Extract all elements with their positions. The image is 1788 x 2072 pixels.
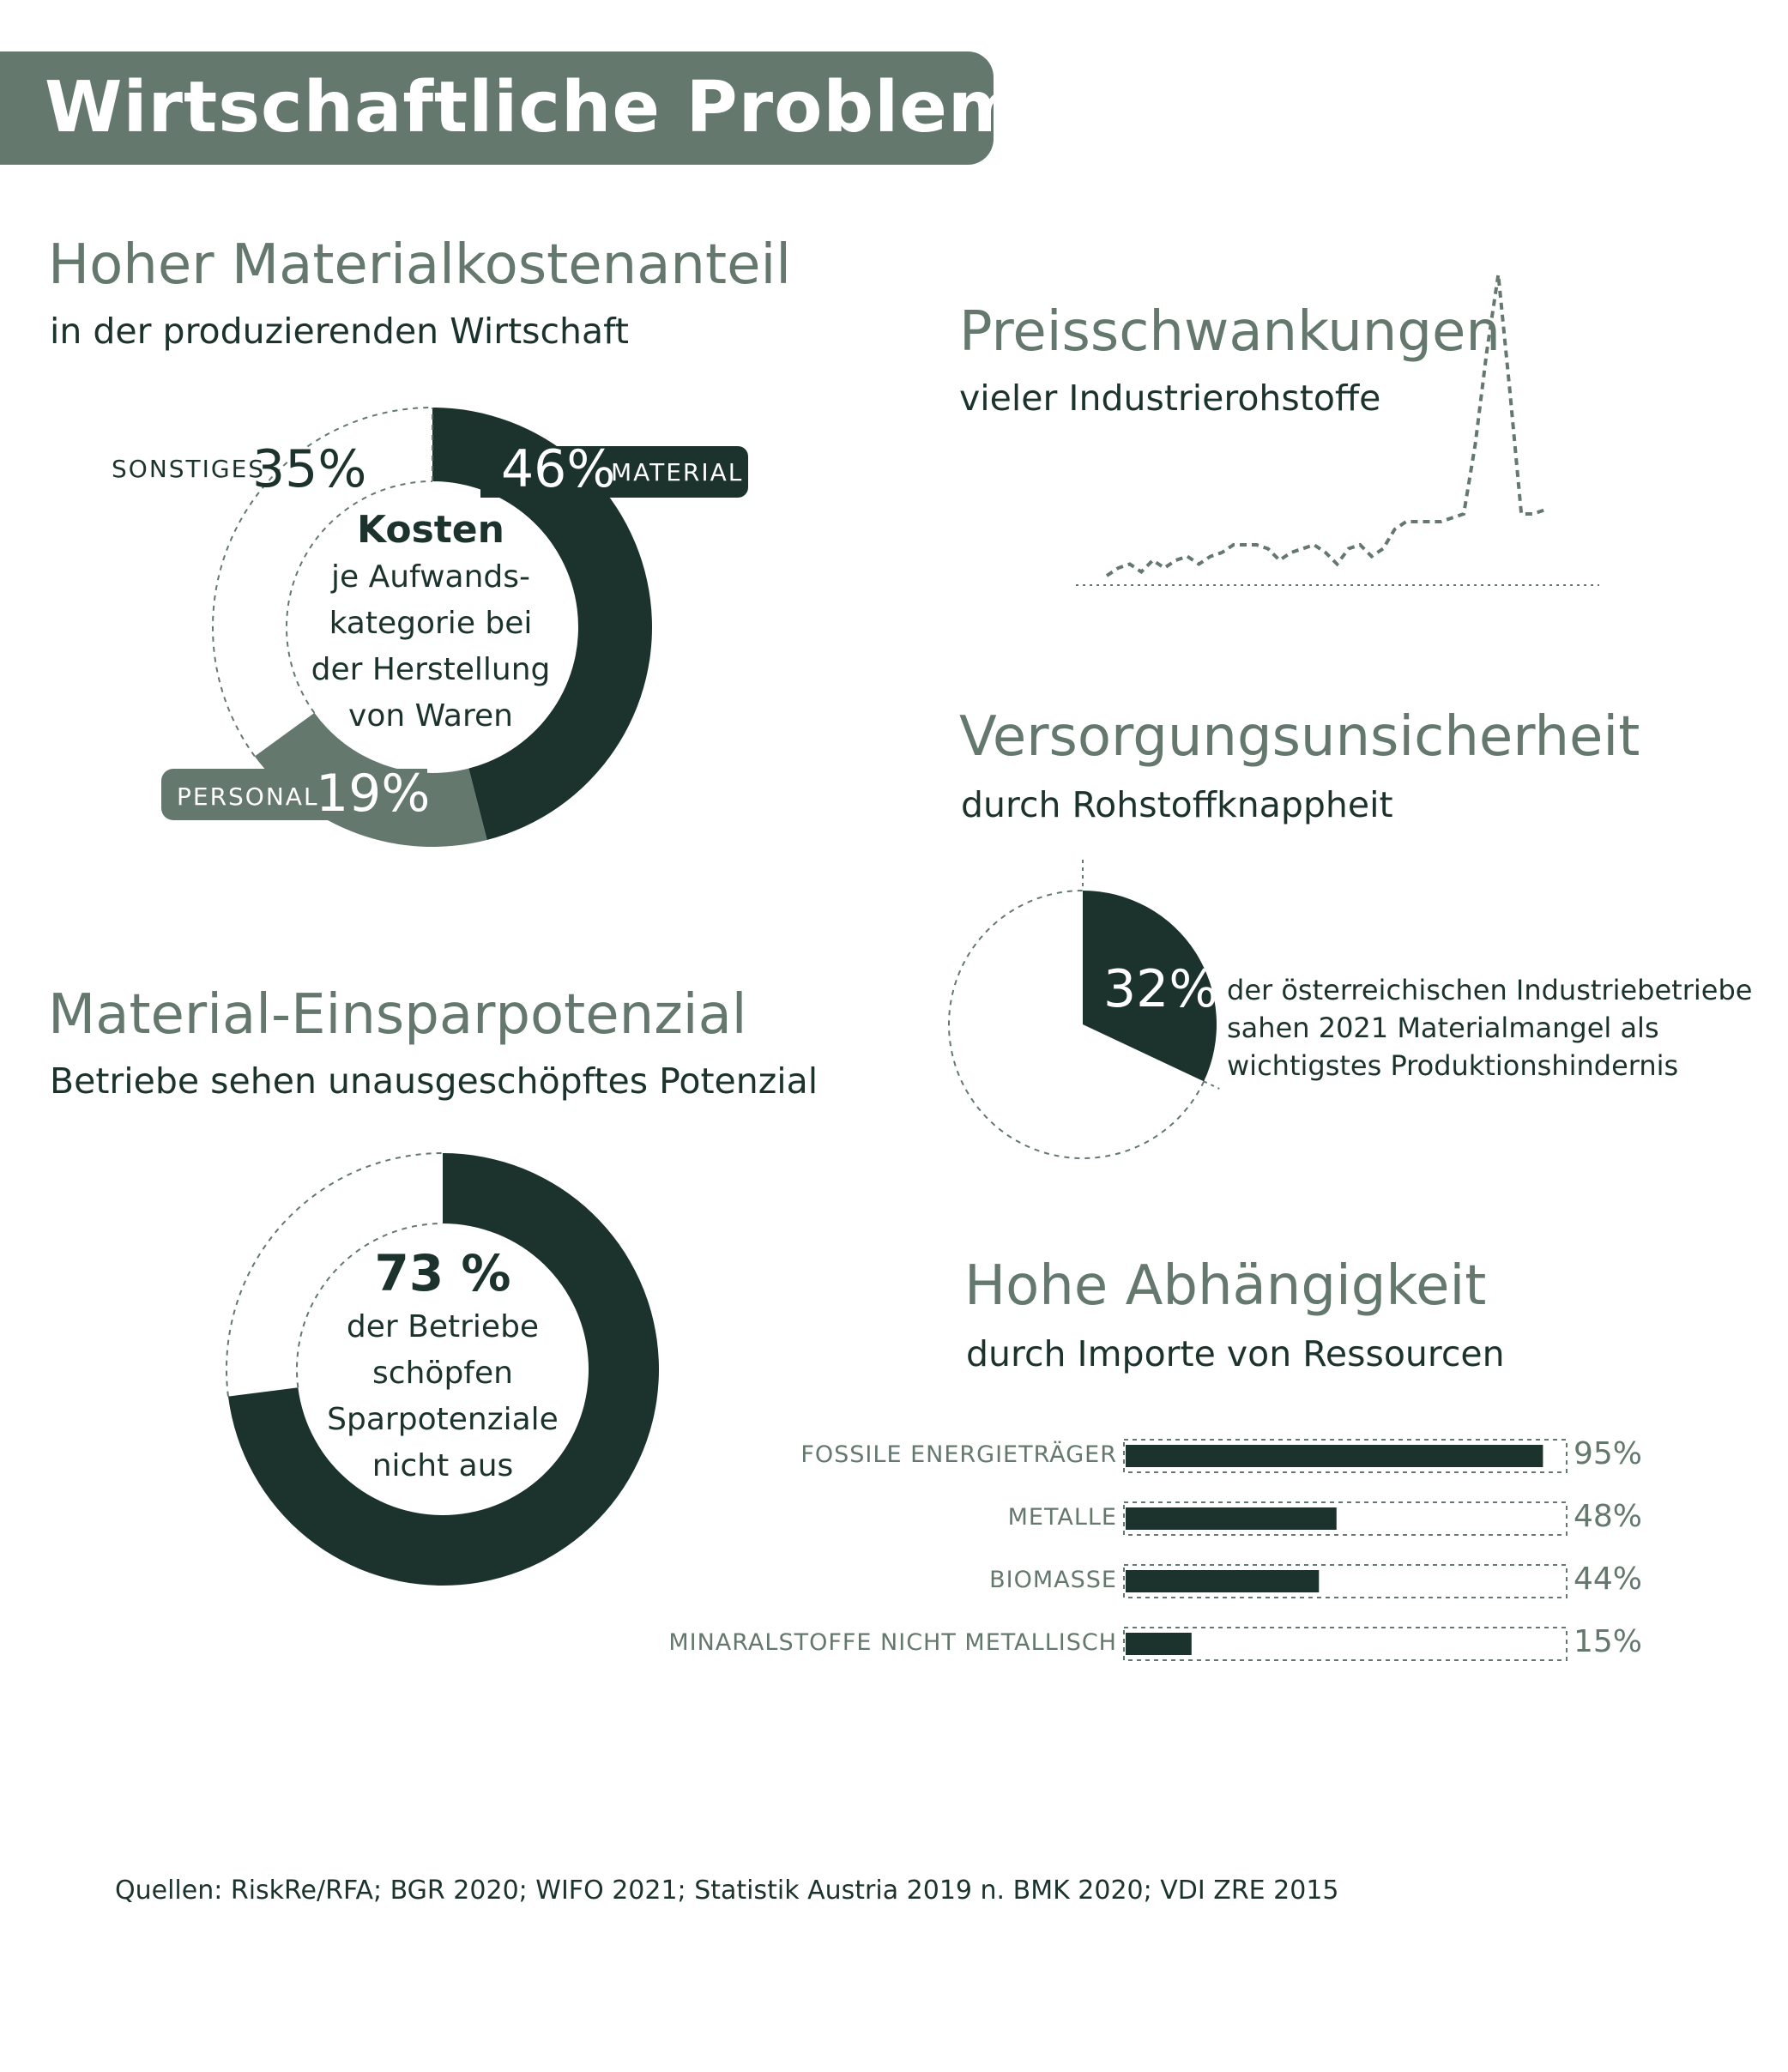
savings-center-line: schöpfen: [372, 1356, 513, 1391]
dependency-title: Hohe Abhängigkeit: [964, 1254, 1487, 1318]
dependency-subtitle: durch Importe von Ressourcen: [966, 1333, 1505, 1374]
bar-value-label: 15%: [1574, 1624, 1643, 1659]
supply-title: Versorgungsunsicherheit: [959, 705, 1640, 769]
bar: [1126, 1445, 1543, 1467]
center-line: je Aufwands-: [331, 559, 530, 595]
material-cost-title: Hoher Materialkostenanteil: [48, 233, 791, 297]
savings-center-line: nicht aus: [371, 1448, 514, 1483]
material-cost-subtitle: in der produzierenden Wirtschaft: [50, 311, 629, 352]
price-title: Preisschwankungen: [959, 300, 1501, 364]
personal-pct: 19%: [316, 764, 431, 824]
savings-center-line: Sparpotenziale: [327, 1402, 559, 1437]
bar-value-label: 95%: [1574, 1436, 1643, 1471]
supply-note-line: wichtigstes Produktionshindernis: [1227, 1049, 1679, 1082]
center-line: kategorie bei: [329, 606, 533, 641]
material-caption: MATERIAL: [611, 458, 744, 486]
savings-subtitle: Betriebe sehen unausgeschöpftes Potenzial: [50, 1060, 818, 1102]
center-line: von Waren: [348, 698, 513, 734]
supply-subtitle: durch Rohstoffknappheit: [961, 784, 1393, 825]
savings-center-line: der Betriebe: [346, 1309, 540, 1344]
supply-note-line: sahen 2021 Materialmangel als: [1227, 1012, 1659, 1044]
price-subtitle: vieler Industrierohstoffe: [959, 378, 1381, 419]
center-bold-text: Kosten: [357, 508, 504, 552]
bar: [1126, 1570, 1319, 1592]
source-text: Quellen: RiskRe/RFA; BGR 2020; WIFO 2021; Statistik Austria 2019 n. BMK 2020; VDI ZRE 2015: [115, 1876, 1339, 1906]
sonstiges-pct: 35%: [252, 439, 367, 499]
savings-pct: 73 %: [374, 1244, 511, 1302]
bar-category-label: FOSSILE ENERGIETRÄGER: [800, 1441, 1117, 1468]
supply-pct: 32%: [1103, 959, 1218, 1019]
bar: [1126, 1633, 1192, 1655]
bar-category-label: MINARALSTOFFE NICHT METALLISCH: [668, 1629, 1117, 1656]
sonstiges-caption: SONSTIGES: [112, 455, 266, 483]
bar-category-label: METALLE: [1007, 1504, 1117, 1531]
savings-title: Material-Einsparpotenzial: [48, 983, 747, 1047]
bar-value-label: 48%: [1574, 1499, 1643, 1534]
material-pct: 46%: [501, 439, 616, 499]
supply-note-line: der österreichischen Industriebetriebe: [1227, 974, 1753, 1006]
page-title: Wirtschaftliche Probleme: [45, 67, 1071, 148]
bar-category-label: BIOMASSE: [989, 1567, 1117, 1593]
center-line: der Herstellung: [311, 652, 551, 687]
bar: [1126, 1507, 1337, 1530]
personal-caption: PERSONAL: [177, 782, 319, 811]
bar-value-label: 44%: [1574, 1562, 1643, 1597]
